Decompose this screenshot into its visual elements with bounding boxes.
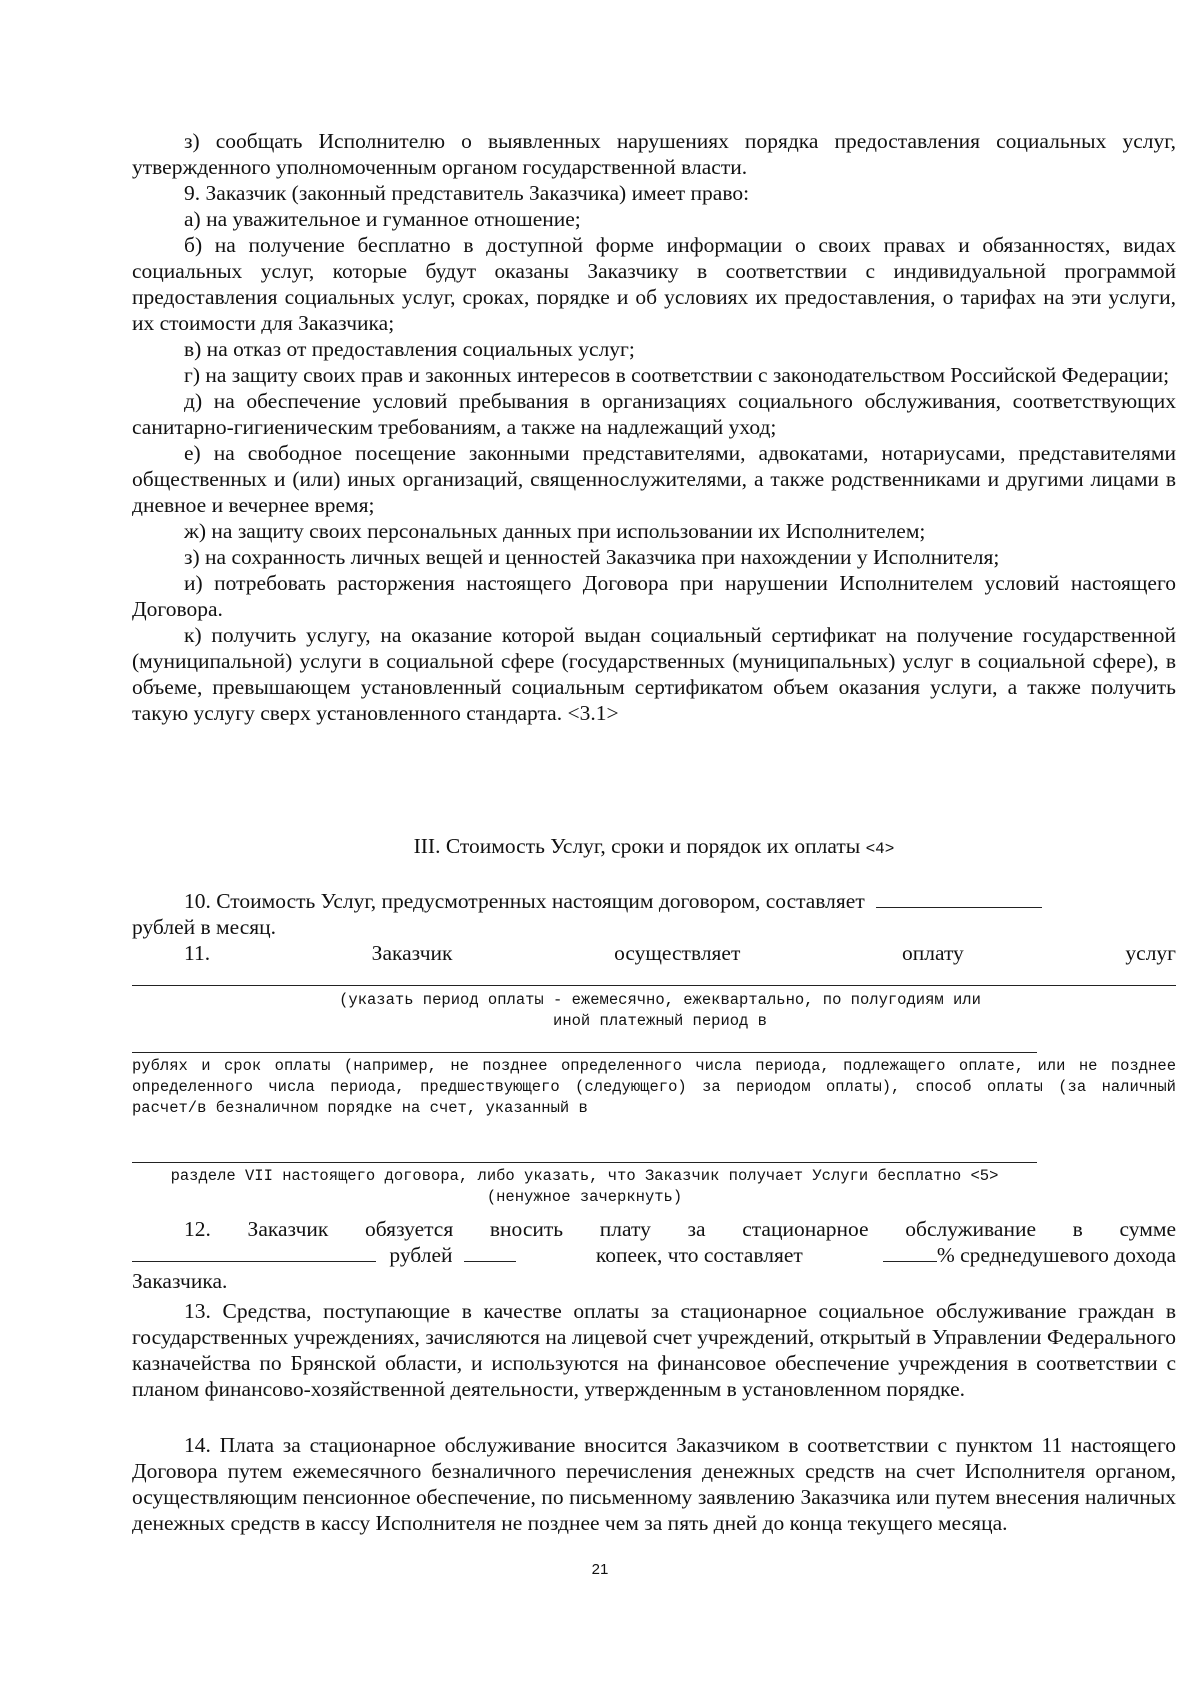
paragraph-10-text: 10. Стоимость Услуг, предусмотренных настоящим договором, составляет (184, 889, 865, 913)
p11-word: услуг (1125, 941, 1176, 965)
paragraph-right-z: з) на сохранность личных вещей и ценностей Заказчика при нахождении у Исполнителя; (184, 545, 1000, 569)
p12-pct: % среднедушевого дохода (936, 1243, 1176, 1267)
p11-word: оплату (901, 941, 964, 965)
paragraph-10 (132, 888, 1176, 940)
paragraph-12-line1: 12. Заказчик обязуется вносить плату за стационарное обслуживание в сумме (184, 1217, 1176, 1241)
paragraph-12 (132, 1216, 1176, 1294)
section-heading-ref: <4> (865, 840, 895, 858)
paragraph-right-a: а) на уважительное и гуманное отношение; (184, 207, 581, 231)
rights-section (132, 128, 1176, 726)
note-period: (указать период оплаты - ежемесячно, ежеквартально, по полугодиям или иной платежный период в (339, 991, 981, 1030)
paragraph-14: 14. Плата за стационарное обслуживание вносится Заказчиком в соответствии с пунктом 11 настоящего Договора путем ежемесячного безналичного перечисления денежных средств на счет Исполнителя органом, осуществляющим пенсионное обеспечение, по письменному заявлению Заказчика или путем внесения наличных денежных средств в кассу Исполнителя не позднее чем за пять дней до конца текущего месяца. (132, 1433, 1176, 1535)
note-term: рублях и срок оплаты (например, не позднее определенного числа периода, подлежащего оплате, или не позднее определенного числа периода, предшествующего (следующего) за периодом оплаты), способ оплаты (за наличный расчет/в безналичном порядке на счет, указанный в (132, 1057, 1176, 1117)
paragraph-right-g: г) на защиту своих прав и законных интересов в соответствии с законодательством Российской Федерации; (184, 363, 1170, 387)
note-section: разделе VII настоящего договора, либо указать, что Заказчик получает Услуги бесплатно <5>(ненужное зачеркнуть) (170, 1167, 999, 1206)
paragraph-right-i: и) потребовать расторжения настоящего Договора при нарушении Исполнителем условий настоящего Договора. (132, 571, 1176, 621)
fill-line-2[interactable] (132, 1052, 1037, 1053)
p11-number: 11. (184, 941, 211, 965)
paragraph-13: 13. Средства, поступающие в качестве оплаты за стационарное социальное обслуживание граждан в государственных учреждениях, зачисляются на лицевой счет учреждений, открытый в Управлении Федерального казначейства по Брянской области, и используются на финансовое обеспечение учреждения в соответствии с планом финансово-хозяйственной деятельности, утвержденным в установленном порядке. (132, 1299, 1176, 1401)
paragraph-9-header: 9. Заказчик (законный представитель Заказчика) имеет право: (184, 181, 750, 205)
p11-word: осуществляет (614, 941, 741, 965)
paragraph-right-b: б) на получение бесплатно в доступной форме информации о своих правах и обязанностях, видах социальных услуг, которые будут оказаны Заказчику в соответствии с индивидуальной программой предоставления социальных услуг, сроках, порядке и об условиях их предоставления, о тарифах на эти услуги, их стоимости для Заказчика; (132, 233, 1176, 335)
paragraph-right-e: е) на свободное посещение законными представителями, адвокатами, нотариусами, представителями общественных и (или) иных организаций, священнослужителями, а также родственниками и другими лицами в дневное и вечернее время; (132, 441, 1176, 517)
paragraph-right-d: д) на обеспечение условий пребывания в организациях социального обслуживания, соответствующих санитарно-гигиеническим требованиям, а также на надлежащий уход; (132, 389, 1176, 439)
fill-line-3[interactable] (132, 1162, 1037, 1163)
p12-rub: рублей (389, 1243, 453, 1267)
fill-line-1[interactable] (132, 985, 1176, 986)
paragraph-right-v: в) на отказ от предоставления социальных услуг; (184, 337, 635, 361)
sum-blank-field[interactable] (132, 1243, 376, 1262)
section-heading (132, 833, 1176, 860)
page-number: 21 (591, 1561, 609, 1578)
section-heading-text: III. Стоимость Услуг, сроки и порядок их оплаты (413, 834, 861, 858)
paragraph-right-zh: ж) на защиту своих персональных данных при использовании их Исполнителем; (184, 519, 926, 543)
p11-word: Заказчик (371, 941, 453, 965)
paragraph-right-k: к) получить услугу, на оказание которой выдан социальный сертификат на получение государственной (муниципальной) услуги в социальной сфере (государственных (муниципальных) услуг в социальной сфере), в объеме, превышающем установленный социальным сертификатом объем оказания услуги, а также получить такую услугу сверх установленного стандарта. <3.1> (132, 623, 1176, 725)
paragraph-obligation-z: з) сообщать Исполнителю о выявленных нарушениях порядка предоставления социальных услуг, утвержденного уполномоченным органом государственной власти. (132, 129, 1176, 179)
paragraph-10-cont: рублей в месяц. (132, 915, 277, 939)
kopecks-blank-field[interactable] (464, 1243, 516, 1262)
cost-blank-field[interactable] (876, 889, 1042, 908)
paragraph-11 (132, 940, 1176, 966)
paragraph-12-end: Заказчика. (132, 1269, 228, 1293)
percent-blank-field[interactable] (883, 1243, 937, 1262)
p12-kop: копеек, что составляет (595, 1243, 803, 1267)
